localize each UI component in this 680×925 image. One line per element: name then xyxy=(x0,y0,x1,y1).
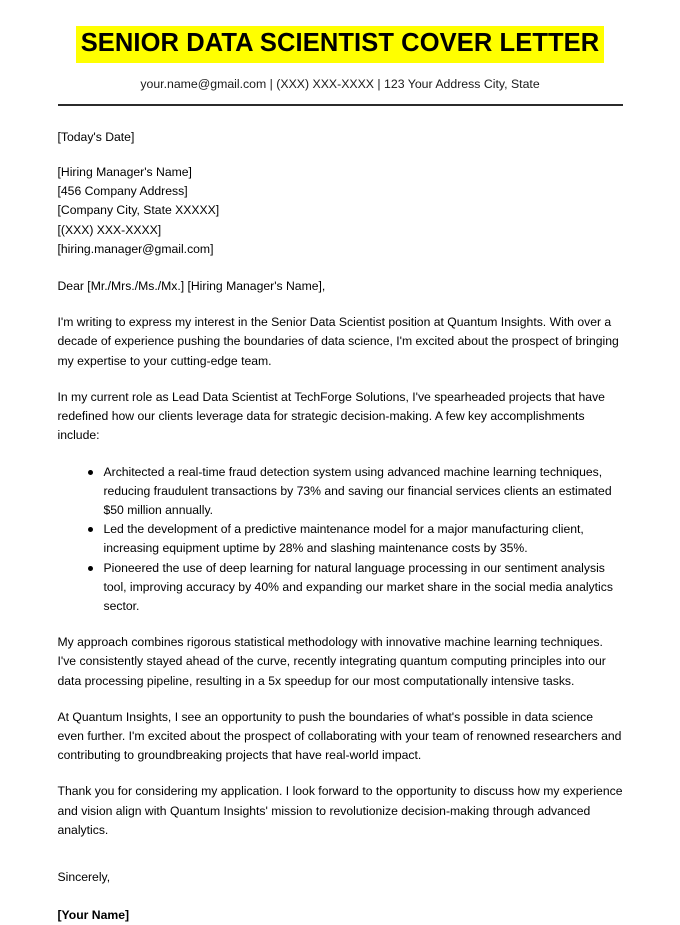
closing-paragraph-1: My approach combines rigorous statistical methodology with innovative machine learning techniques. I've consistently stayed ahead of the curve, recently integrating quantum computing principles into our data processing pipeline, resulting in a 5x speedup for our most computationally intensive tasks. xyxy=(57,635,606,688)
list-item xyxy=(88,520,623,558)
accomplishments-list xyxy=(58,463,623,617)
salutation: Dear [Mr./Mrs./Ms./Mx.] [Hiring Manager's Name], xyxy=(57,279,326,294)
bullet-icon xyxy=(88,566,93,571)
list-item-text: Pioneered the use of deep learning for natural language processing in our sentiment analysis tool, improving accuracy by 40% and expanding our market share in the social media analytics sector. xyxy=(103,560,613,613)
list-item xyxy=(88,463,623,521)
list-item xyxy=(88,559,623,617)
body-paragraph-2: In my current role as Lead Data Scientist at TechForge Solutions, I've spearheaded projects that have redefined how our clients leverage data for strategic decision-making. A few key accomplishments include: xyxy=(57,389,605,443)
letter-date: [Today's Date] xyxy=(57,129,135,144)
recipient-address-block xyxy=(58,163,623,259)
closing-salutation: Sincerely, xyxy=(57,869,111,884)
letter-body xyxy=(58,106,623,925)
signature-name: [Your Name] xyxy=(57,908,130,923)
applicant-contact-line: your.name@gmail.com | (XXX) XXX-XXXX | 123 Your Address City, State xyxy=(140,76,540,91)
closing-paragraph-2: At Quantum Insights, I see an opportunity to push the boundaries of what's possible in data science even further. I'm excited about the prospect of collaborating with your team of renowned researchers and contributing to groundbreaking projects that have real-world impact. xyxy=(57,709,622,763)
closing-paragraph-3: Thank you for considering my application. I look forward to the opportunity to discuss how my experience and vision align with Quantum Insights' mission to revolutionize decision-making through advanced analytics. xyxy=(57,784,623,837)
recipient-name: [Hiring Manager's Name] xyxy=(57,165,192,180)
list-item-text: Led the development of a predictive maintenance model for a major manufacturing client, increasing equipment uptime by 28% and slashing maintenance costs by 35%. xyxy=(103,522,584,556)
letter-header xyxy=(0,0,680,106)
page-title: SENIOR DATA SCIENTIST COVER LETTER xyxy=(76,26,605,63)
bullet-icon xyxy=(88,527,93,532)
recipient-street: [456 Company Address] xyxy=(57,184,188,199)
recipient-city-state-zip: [Company City, State XXXXX] xyxy=(57,203,220,218)
bullet-icon xyxy=(88,470,93,475)
list-item-text: Architected a real-time fraud detection system using advanced machine learning techniques, reducing fraudulent transactions by 73% and saving our financial services clients an estimated $50 million annually. xyxy=(103,464,612,517)
body-paragraph-1: I'm writing to express my interest in the Senior Data Scientist position at Quantum Insights. With over a decade of experience pushing the boundaries of data science, I'm excited about the prospect of bringing my expertise to your cutting-edge team. xyxy=(57,315,619,368)
recipient-email: [hiring.manager@gmail.com] xyxy=(57,241,214,256)
recipient-phone: [(XXX) XXX-XXXX] xyxy=(57,222,162,237)
